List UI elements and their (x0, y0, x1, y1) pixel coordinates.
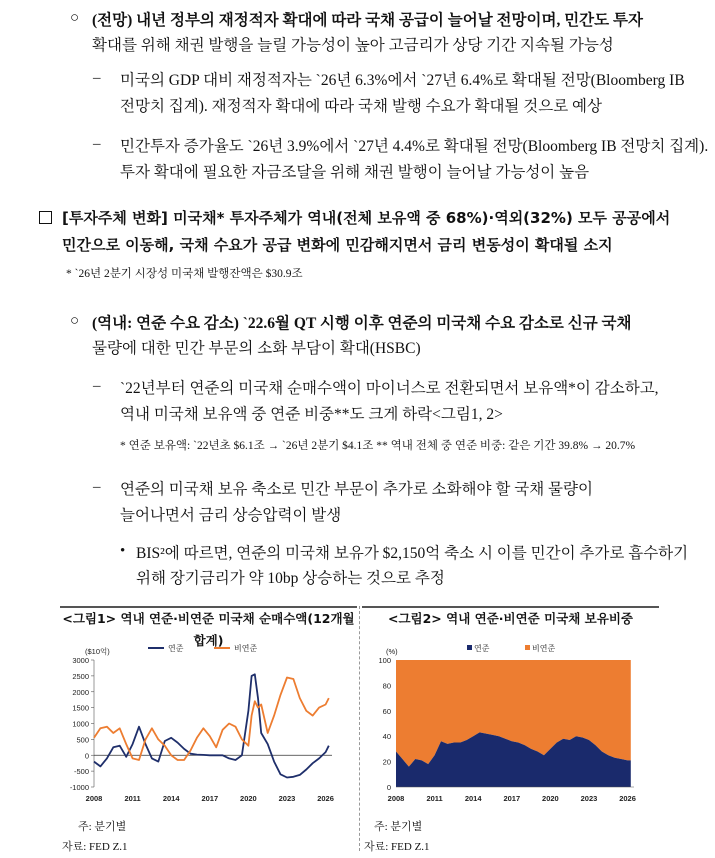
figure1-note: 주: 분기별 (78, 821, 127, 833)
y-tick-label: 2500 (72, 671, 89, 681)
x-tick-label: 2026 (619, 794, 636, 803)
y-tick-label: 0 (386, 783, 391, 792)
unit-label: (%) (386, 647, 398, 656)
p2-dot-line1: BIS²에 따르면, 연준의 미국채 보유가 $2,150억 축소 시 이를 민간이 추가로 흡수하기 (136, 545, 689, 562)
p2-line1: (역내: 연준 수요 감소) `22.6월 QT 시행 이후 연준의 미국채 수요 감소로 신규 국채 (92, 315, 632, 332)
section-heading-line2: 민간으로 이동해, 국채 수요가 공급 변화에 민감해지면서 금리 변동성이 확대될 소지 (62, 236, 613, 254)
dash-marker: – (93, 479, 101, 495)
x-tick-label: 2023 (278, 794, 296, 803)
figure1-title: <그림1> 역내 연준·비연준 미국채 순매수액(12개월 합계) (60, 606, 357, 630)
x-tick-label: 2023 (580, 794, 598, 803)
y-tick-label: 3000 (72, 656, 89, 665)
dot-bullet: • (120, 543, 126, 559)
bullet-circle: ○ (70, 10, 80, 26)
x-tick-label: 2017 (201, 794, 219, 803)
p1-line2: 확대를 위해 채권 발행을 늘릴 가능성이 높아 고금리가 상당 기간 지속될 가능성 (92, 37, 614, 54)
legend-swatch (467, 645, 472, 650)
bullet-circle: ○ (70, 313, 80, 329)
y-tick-label: 1000 (72, 719, 89, 729)
figure2-source: 자료: FED Z.1 (364, 841, 430, 853)
figure2-title: <그림2> 역내 연준·비연준 미국채 보유비중 (362, 606, 659, 630)
x-tick-label: 2011 (124, 794, 141, 803)
section-square-marker (39, 211, 52, 224)
y-tick-label: 20 (382, 757, 391, 767)
section-footnote: * `26년 2분기 시장성 미국채 발행잔액은 $30.9조 (66, 268, 303, 280)
figure-divider (359, 606, 360, 851)
y-tick-label: -500 (73, 767, 89, 777)
y-tick-label: 2000 (72, 687, 89, 697)
y-tick-label: 500 (76, 735, 89, 745)
y-tick-label: 0 (84, 751, 89, 761)
x-tick-label: 2020 (240, 794, 257, 803)
y-tick-label: 80 (382, 681, 391, 691)
dash-marker: – (93, 378, 101, 394)
legend-label: 연준 (168, 644, 184, 653)
x-tick-label: 2008 (85, 794, 103, 803)
y-tick-label: 100 (378, 656, 391, 665)
y-tick-label: 1500 (72, 703, 89, 713)
p1-sub2-line1: 민간투자 증가율도 `26년 3.9%에서 `27년 4.4%로 확대될 전망(Bloomberg IB 전망치 집계). (120, 138, 709, 155)
x-tick-label: 2008 (387, 794, 405, 803)
x-tick-label: 2014 (464, 794, 482, 803)
legend-swatch (525, 645, 530, 650)
y-tick-label: 40 (382, 732, 391, 742)
dash-marker: – (93, 70, 101, 86)
p2-sub2-line2: 늘어나면서 금리 상승압력이 발생 (120, 507, 342, 524)
unit-label: ($10억) (85, 647, 110, 656)
figure2-chart (362, 632, 659, 812)
figure2-note: 주: 분기별 (374, 821, 423, 833)
figure1-chart (60, 632, 357, 812)
p2-sub1-line2: 역내 미국채 보유액 중 연준 비중**도 크게 하락<그림1, 2> (120, 406, 503, 423)
figure1-source: 자료: FED Z.1 (62, 841, 128, 853)
x-tick-label: 2014 (162, 794, 180, 803)
legend-label: 비연준 (234, 644, 258, 653)
p2-line2: 물량에 대한 민간 부문의 소화 부담이 확대(HSBC) (92, 340, 421, 357)
y-tick-label: 60 (382, 706, 391, 716)
p2-sub1-line1: `22년부터 연준의 미국채 순매수액이 마이너스로 전환되면서 보유액*이 감소하고, (120, 380, 659, 397)
x-tick-label: 2026 (317, 794, 334, 803)
legend-label: 연준 (474, 644, 490, 653)
p1-sub1-line1: 미국의 GDP 대비 재정적자는 `26년 6.3%에서 `27년 6.4%로 확대될 전망(Bloomberg IB (120, 72, 685, 89)
legend-label: 비연준 (532, 644, 556, 653)
x-tick-label: 2020 (542, 794, 559, 803)
p2-sub2-line1: 연준의 미국채 보유 축소로 민간 부문이 추가로 소화해야 할 국채 물량이 (120, 481, 593, 498)
p2-sub1-note: * 연준 보유액: `22년초 $6.1조 → `26년 2분기 $4.1조 ** 역내 전체 중 연준 비중: 같은 기간 39.8% → 20.7% (120, 440, 636, 452)
line-series-nonfed (94, 678, 329, 761)
x-tick-label: 2017 (503, 794, 521, 803)
dash-marker: – (93, 136, 101, 152)
section-heading-line1: [투자주체 변화] 미국채* 투자주체가 역내(전체 보유액 중 68%)·역외(32%) 모두 공공에서 (62, 209, 671, 227)
p1-sub1-line2: 전망치 집계). 재정적자 확대에 따라 국채 발행 수요가 확대될 것으로 예상 (120, 98, 603, 115)
p1-line1: (전망) 내년 정부의 재정적자 확대에 따라 국채 공급이 늘어날 전망이며, 민간도 투자 (92, 12, 643, 29)
y-tick-label: -1000 (69, 783, 89, 792)
x-tick-label: 2011 (426, 794, 443, 803)
line-series-fed (94, 674, 329, 777)
p1-sub2-line2: 투자 확대에 필요한 자금조달을 위해 채권 발행이 늘어날 가능성이 높음 (120, 164, 590, 181)
p2-dot-line2: 위해 장기금리가 약 10bp 상승하는 것으로 추정 (136, 570, 445, 587)
